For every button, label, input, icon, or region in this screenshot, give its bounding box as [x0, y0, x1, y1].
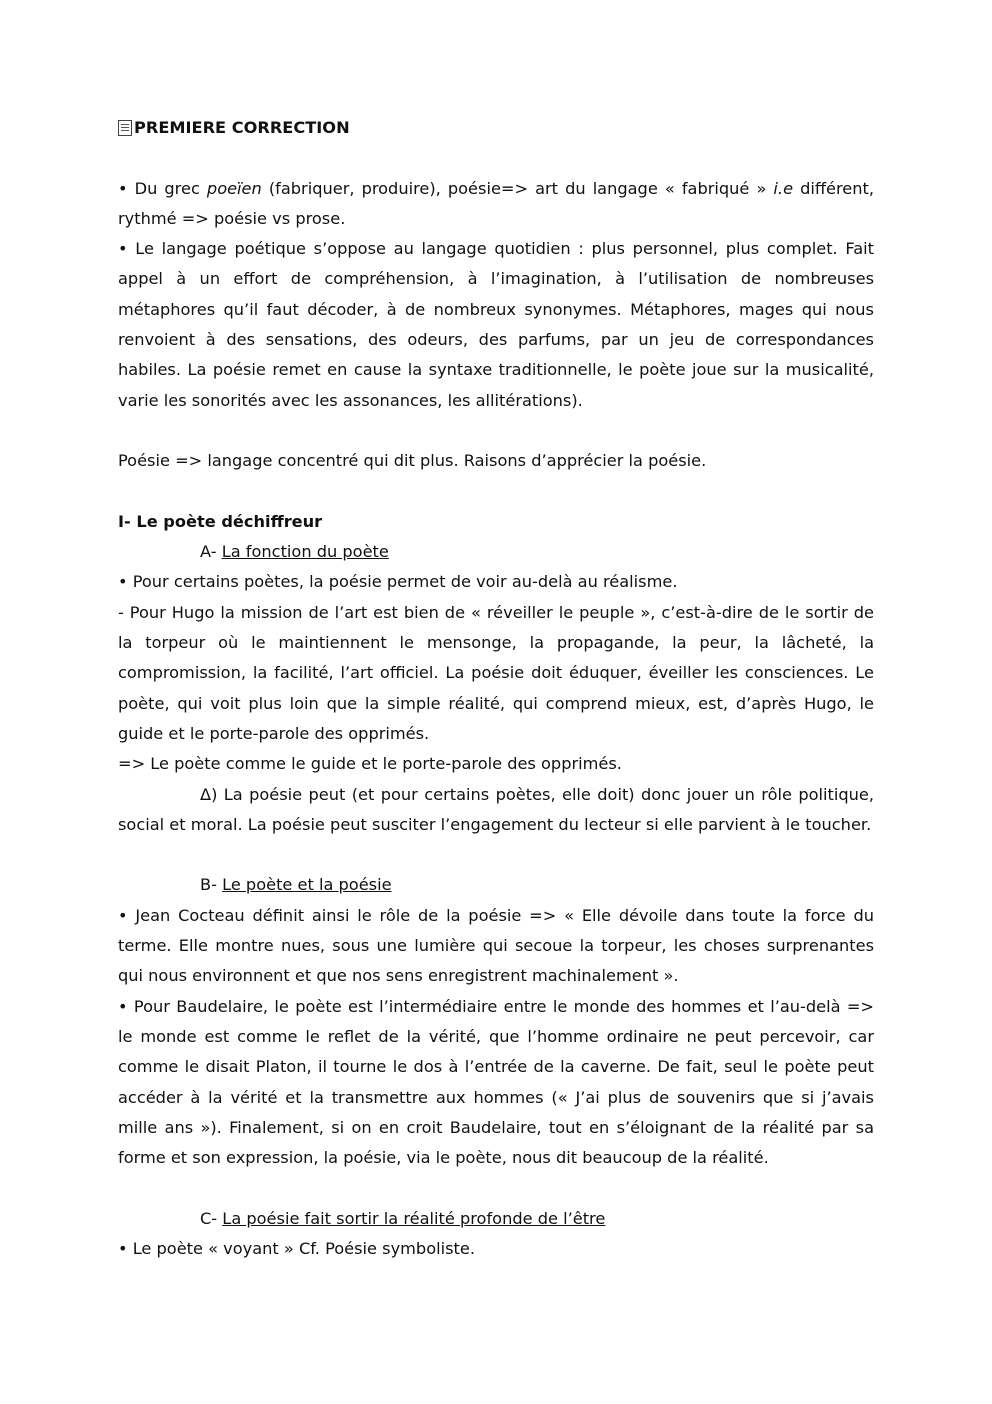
note-icon: [118, 120, 132, 136]
subsection-a-heading: A- La fonction du poète: [200, 542, 389, 562]
subsection-b-paragraph-1: • Jean Cocteau définit ainsi le rôle de la poésie => « Elle dévoile dans toute la force du terme. Elle montre nues, sous une lumière qui secoue la torpeur, les choses surprenantes qui nous environnent et que nos sens enregistrent machinalement ».: [118, 905, 874, 986]
intro-paragraph-3: Poésie => langage concentré qui dit plus. Raisons d’apprécier la poésie.: [118, 451, 707, 471]
subsection-a-delta: Δ) La poésie peut (et pour certains poètes, elle doit) donc jouer un rôle politique, social et moral. La poésie peut susciter l’engagement du lecteur si elle parvient à le toucher.: [118, 784, 874, 834]
subsection-c-paragraph-1: • Le poète « voyant » Cf. Poésie symboliste.: [118, 1238, 475, 1258]
section-1-title: I- Le poète déchiffreur: [118, 511, 323, 531]
subsection-b-paragraph-2: • Pour Baudelaire, le poète est l’intermédiaire entre le monde des hommes et l’au-delà => le monde est comme le reflet de la vérité, que l’homme ordinaire ne peut percevoir, car comme le disait Platon, il tourne le dos à l’entrée de la caverne. De fait, seul le poète peut accéder à la vérité et la transmettre aux hommes (« J’ai plus de souvenirs que si j’avais mille ans »). Finalement, si on en croit Baudelaire, tout en s’éloignant de la réalité par sa forme et son expression, la poésie, via le poète, nous dit beaucoup de la réalité.: [118, 996, 874, 1168]
subsection-b-heading: B- Le poète et la poésie: [200, 875, 392, 895]
subsection-a-paragraph-3: => Le poète comme le guide et le porte-parole des opprimés.: [118, 754, 622, 774]
subsection-a-paragraph-1: • Pour certains poètes, la poésie permet de voir au-delà au réalisme.: [118, 572, 678, 592]
document-body: [118, 113, 874, 1264]
intro-paragraph-2: • Le langage poétique s’oppose au langage quotidien : plus personnel, plus complet. Fait appel à un effort de compréhension, à l’imagination, à l’utilisation de nombreuses métaphores qu’il faut décoder, à de nombreux synonymes. Métaphores, mages qui nous renvoient à des sensations, des odeurs, des parfums, par un jeu de correspondances habiles. La poésie remet en cause la syntaxe traditionnelle, le poète joue sur la musicalité, varie les sonorités avec les assonances, les allitérations).: [118, 239, 874, 410]
document-title-text: PREMIERE CORRECTION: [134, 118, 350, 137]
document-title: [118, 113, 874, 143]
subsection-c-heading: C- La poésie fait sortir la réalité profonde de l’être: [200, 1208, 606, 1228]
subsection-a-paragraph-2: - Pour Hugo la mission de l’art est bien de « réveiller le peuple », c’est-à-dire de le sortir de la torpeur où le maintiennent le mensonge, la propagande, la peur, la lâcheté, la compromission, la facilité, l’art officiel. La poésie doit éduquer, éveiller les consciences. Le poète, qui voit plus loin que la simple réalité, qui comprend mieux, est, d’après Hugo, le guide et le porte-parole des opprimés.: [118, 602, 874, 743]
intro-paragraph-1: • Du grec poeïen (fabriquer, produire), poésie=> art du langage « fabriqué » i.e différent, rythmé => poésie vs prose.: [118, 178, 874, 228]
